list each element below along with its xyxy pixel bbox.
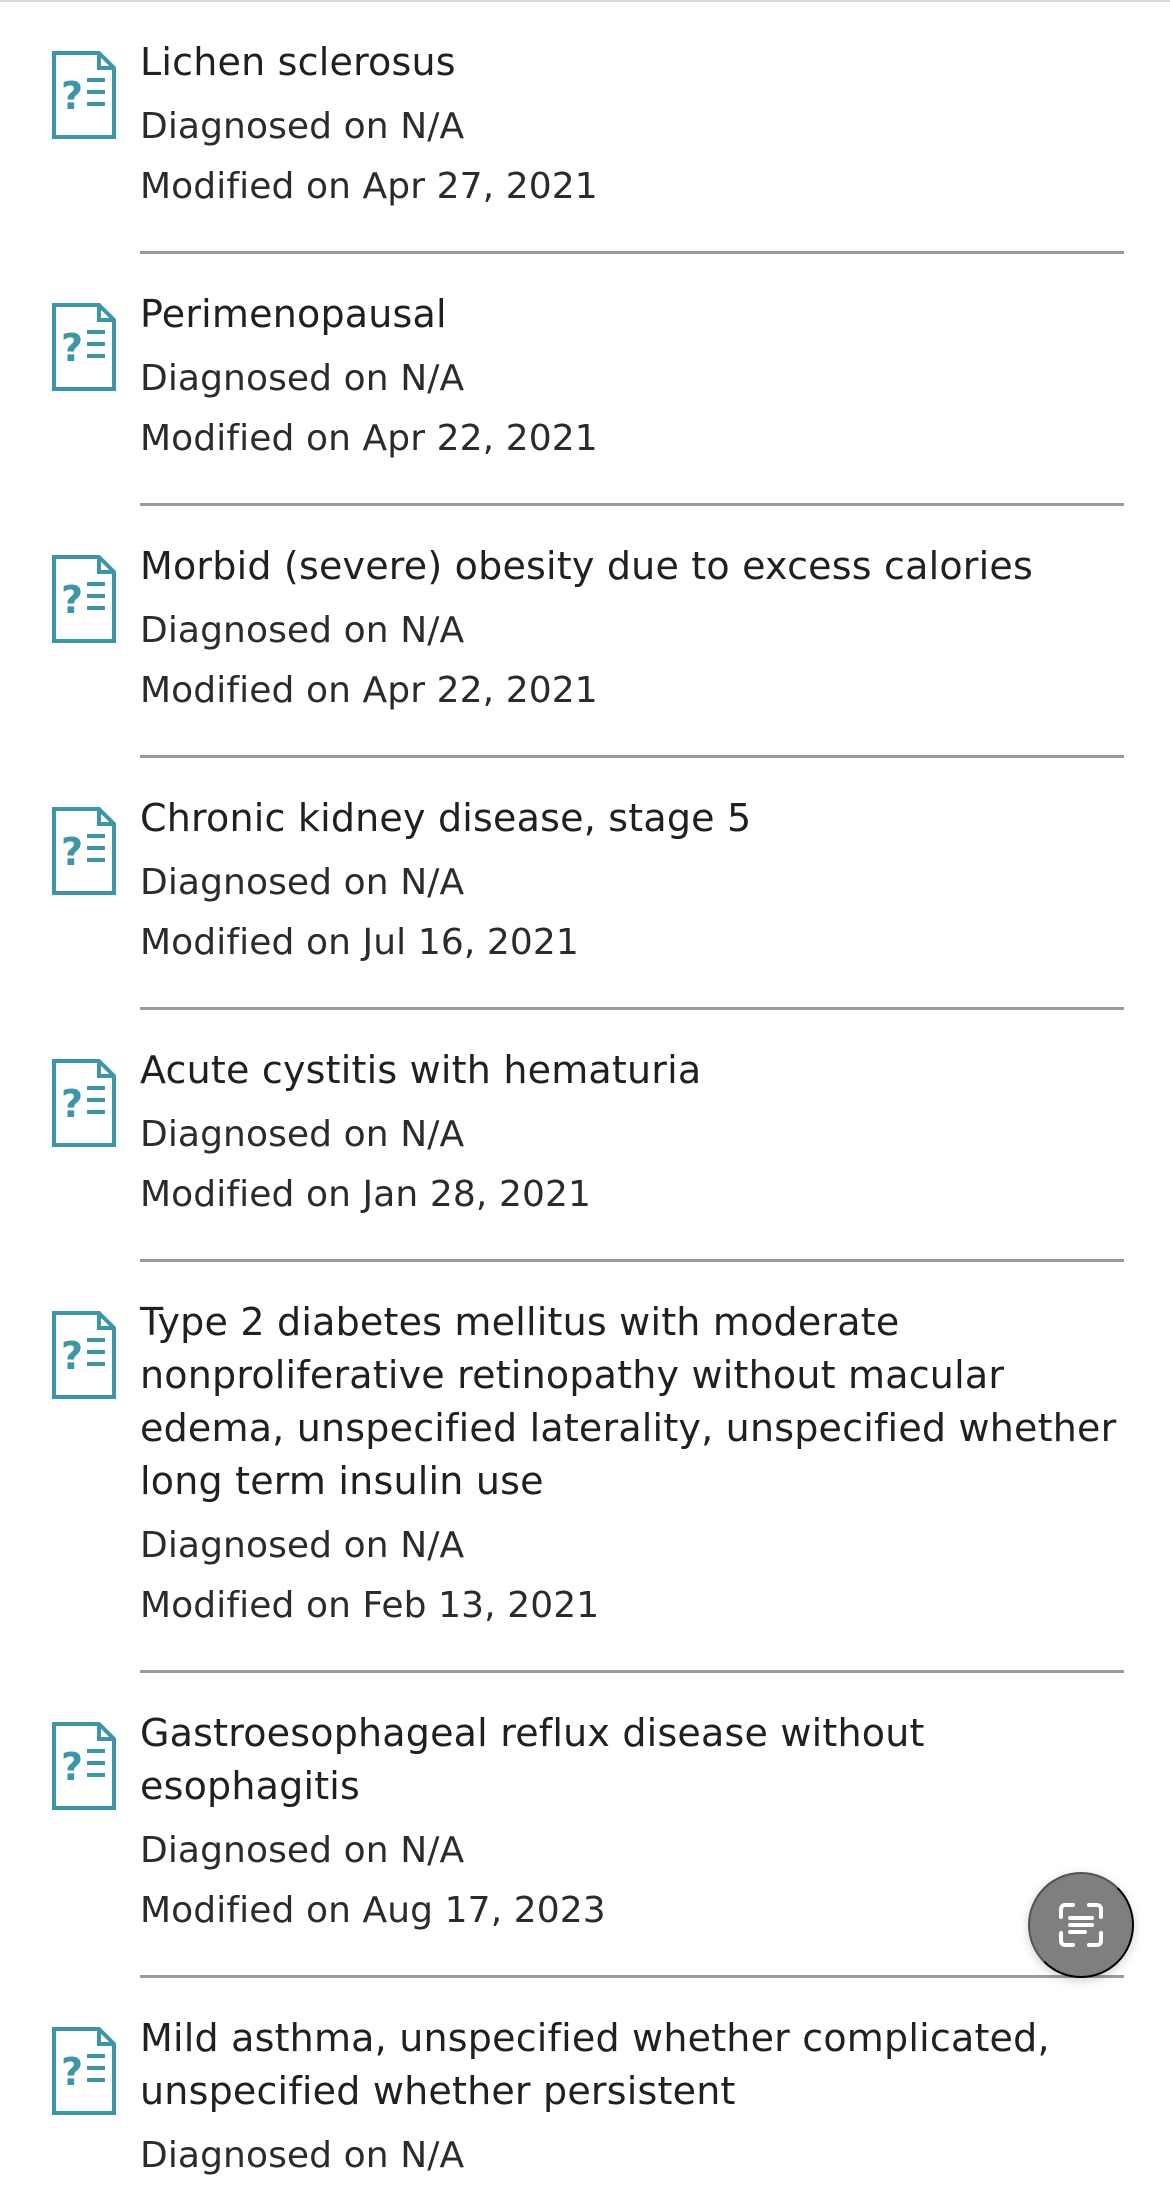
condition-icon-wrap bbox=[50, 301, 120, 393]
document-question-icon bbox=[50, 1309, 118, 1401]
diagnosed-text: Diagnosed on N/A bbox=[140, 106, 465, 147]
condition-title: Mild asthma, unspecified whether complicated, unspecified whether persistent bbox=[140, 2016, 1050, 2113]
condition-list-item[interactable] bbox=[0, 758, 1170, 1010]
diagnosed-text: Diagnosed on N/A bbox=[140, 610, 465, 651]
scan-text-button[interactable] bbox=[1028, 1872, 1134, 1978]
svg-text:?: ? bbox=[61, 1745, 84, 1789]
condition-list-item[interactable] bbox=[0, 2, 1170, 254]
document-question-icon bbox=[50, 553, 118, 645]
condition-list-item[interactable] bbox=[0, 506, 1170, 758]
document-question-icon bbox=[50, 1057, 118, 1149]
diagnosed-text: Diagnosed on N/A bbox=[140, 1525, 465, 1566]
condition-title: Acute cystitis with hematuria bbox=[140, 1048, 702, 1092]
modified-text: Modified on Apr 22, 2021 bbox=[140, 418, 598, 459]
svg-text:?: ? bbox=[61, 326, 84, 370]
condition-title: Gastroesophageal reflux disease without esophagitis bbox=[140, 1711, 925, 1808]
conditions-list bbox=[0, 2, 1170, 2208]
condition-icon-wrap bbox=[50, 2025, 120, 2117]
svg-text:?: ? bbox=[61, 578, 84, 622]
condition-icon-wrap bbox=[50, 553, 120, 645]
condition-content bbox=[140, 1262, 1124, 1673]
modified-text: Modified on Feb 13, 2021 bbox=[140, 1585, 600, 1626]
document-question-icon bbox=[50, 301, 118, 393]
diagnosed-text: Diagnosed on N/A bbox=[140, 358, 465, 399]
diagnosed-text: Diagnosed on N/A bbox=[140, 2135, 465, 2176]
modified-text: Modified on Jul 16, 2021 bbox=[140, 922, 579, 963]
condition-title: Chronic kidney disease, stage 5 bbox=[140, 796, 752, 840]
svg-text:?: ? bbox=[61, 1082, 84, 1126]
diagnosed-text: Diagnosed on N/A bbox=[140, 1114, 465, 1155]
condition-title: Lichen sclerosus bbox=[140, 40, 456, 84]
condition-icon-wrap bbox=[50, 805, 120, 897]
modified-text: Modified on Jan 28, 2021 bbox=[140, 1174, 591, 1215]
modified-text: Modified on Apr 22, 2021 bbox=[140, 670, 598, 711]
condition-content bbox=[140, 254, 1124, 506]
condition-list-item[interactable] bbox=[0, 1673, 1170, 1978]
diagnosed-text: Diagnosed on N/A bbox=[140, 862, 465, 903]
condition-title: Type 2 diabetes mellitus with moderate nonproliferative retinopathy without macular edema, unspecified laterality, unspecified whether long term insulin use bbox=[140, 1300, 1117, 1503]
document-question-icon bbox=[50, 2025, 118, 2117]
condition-title: Morbid (severe) obesity due to excess calories bbox=[140, 544, 1033, 588]
condition-content bbox=[140, 2, 1124, 254]
condition-content bbox=[140, 1978, 1124, 2208]
modified-text: Modified on Aug 17, 2023 bbox=[140, 1890, 606, 1931]
svg-text:?: ? bbox=[61, 74, 84, 118]
condition-content bbox=[140, 758, 1124, 1010]
modified-text: Modified on Apr 27, 2021 bbox=[140, 166, 598, 207]
svg-text:?: ? bbox=[61, 830, 84, 874]
condition-list-item[interactable] bbox=[0, 254, 1170, 506]
condition-list-item[interactable] bbox=[0, 1262, 1170, 1673]
diagnosed-text: Diagnosed on N/A bbox=[140, 1830, 465, 1871]
condition-list-item[interactable] bbox=[0, 1010, 1170, 1262]
condition-title: Perimenopausal bbox=[140, 292, 447, 336]
condition-icon-wrap bbox=[50, 1720, 120, 1812]
condition-icon-wrap bbox=[50, 1309, 120, 1401]
svg-text:?: ? bbox=[61, 2050, 84, 2094]
condition-icon-wrap bbox=[50, 1057, 120, 1149]
svg-text:?: ? bbox=[61, 1334, 84, 1378]
condition-content bbox=[140, 1673, 1124, 1978]
condition-list-item[interactable] bbox=[0, 1978, 1170, 2208]
document-question-icon bbox=[50, 805, 118, 897]
condition-icon-wrap bbox=[50, 49, 120, 141]
scan-text-icon bbox=[1051, 1895, 1111, 1955]
condition-content bbox=[140, 506, 1124, 758]
document-question-icon bbox=[50, 1720, 118, 1812]
document-question-icon bbox=[50, 49, 118, 141]
condition-content bbox=[140, 1010, 1124, 1262]
